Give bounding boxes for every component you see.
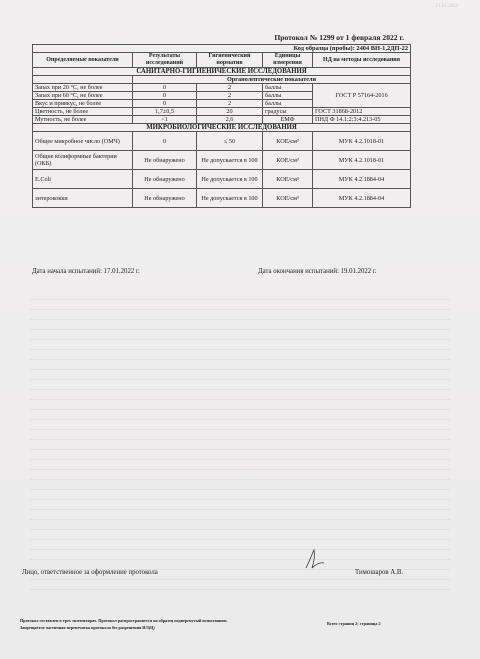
table-row: [33, 189, 411, 208]
footer-note: Запрещается частичная перепечатка протокола без разрешения ИЛ(Ц): [20, 625, 155, 630]
sample-code: Код образца (пробы): 2404 ВН-1,2ДП-22: [33, 45, 411, 53]
table-row: [33, 108, 411, 116]
method-value: МУК 4.2.1884-04: [313, 189, 411, 208]
result-value: <1: [133, 116, 197, 124]
norm-value: Не допускается в 100: [197, 170, 263, 189]
unit-value: ЕМФ: [263, 116, 313, 124]
section-title-micro: МИКРОБИОЛОГИЧЕСКИЕ ИССЛЕДОВАНИЯ: [33, 124, 411, 132]
result-value: 0: [133, 84, 197, 92]
ghost-page-number: 21.01.2022: [435, 4, 458, 9]
column-header: Единицы измерения: [263, 53, 313, 68]
norm-value: 2: [197, 92, 263, 100]
column-header: Гигиенический норматив: [197, 53, 263, 68]
responsible-person-name: Тимошаров А.В.: [355, 569, 404, 576]
table-row: [33, 132, 411, 151]
unit-value: баллы: [263, 84, 313, 92]
method-value: ГОСТ 31868-2012: [313, 108, 411, 116]
indicator-name: Вкус и привкус, не более: [33, 100, 133, 108]
table-row: [33, 84, 411, 92]
result-value: Не обнаружено: [133, 151, 197, 170]
table-row: [33, 170, 411, 189]
protocol-title: Протокол № 1299 от 1 февраля 2022 г.: [274, 33, 404, 42]
table-row: [33, 151, 411, 170]
column-header: Результаты исследований: [133, 53, 197, 68]
unit-value: градусы: [263, 108, 313, 116]
norm-value: 2,6: [197, 116, 263, 124]
unit-value: баллы: [263, 92, 313, 100]
responsible-person-label: Лицо, ответственное за оформление протокола: [22, 569, 158, 576]
indicator-name: Мутность, не более: [33, 116, 133, 124]
unit-value: КОЕ/см³: [263, 132, 313, 151]
table-row: [33, 116, 411, 124]
method-value: МУК 4.2.1018-01: [313, 151, 411, 170]
norm-value: Не допускается в 100: [197, 151, 263, 170]
section-title-sanitary: САНИТАРНО-ГИГИЕНИЧЕСКИЕ ИССЛЕДОВАНИЯ: [33, 68, 411, 76]
test-end-date: Дата окончания испытаний: 19.01.2022 г.: [258, 268, 377, 275]
norm-value: ≤ 50: [197, 132, 263, 151]
method-value: ГОСТ Р 57164-2016: [313, 84, 411, 108]
indicator-name: Цветность, не более: [33, 108, 133, 116]
signature-scribble-icon: [302, 546, 328, 572]
table-header-row: [33, 53, 411, 68]
method-value: МУК 4.2.1884-04: [313, 170, 411, 189]
norm-value: Не допускается в 100: [197, 189, 263, 208]
unit-value: КОЕ/см³: [263, 189, 313, 208]
result-value: Не обнаружено: [133, 170, 197, 189]
indicator-name: E.Coli: [33, 170, 133, 189]
bleed-through-text: [30, 290, 450, 610]
result-value: 0: [133, 132, 197, 151]
empty-cell: [33, 76, 133, 84]
sample-code-row: [33, 45, 411, 53]
norm-value: 20: [197, 108, 263, 116]
section-row: [33, 68, 411, 76]
unit-value: КОЕ/см³: [263, 151, 313, 170]
norm-value: 2: [197, 84, 263, 92]
indicator-name: Запах при 60 °С, не более: [33, 92, 133, 100]
results-table: [32, 44, 411, 208]
result-value: 0: [133, 92, 197, 100]
result-value: 1,7±0,5: [133, 108, 197, 116]
page-number: Всего страниц 2; страница 2: [327, 621, 381, 626]
norm-value: 2: [197, 100, 263, 108]
column-header: НД на методы исследования: [313, 53, 411, 68]
indicator-name: Общее микробное число (ОМЧ): [33, 132, 133, 151]
indicator-name: энтерококки: [33, 189, 133, 208]
indicator-name: Запах при 20 °С, не более: [33, 84, 133, 92]
result-value: 0: [133, 100, 197, 108]
column-header: Определяемые показатели: [33, 53, 133, 68]
subsection-title-organoleptic: Органолептические показатели: [133, 76, 411, 84]
result-value: Не обнаружено: [133, 189, 197, 208]
unit-value: КОЕ/см³: [263, 170, 313, 189]
method-value: ПНД Ф 14.1:2:3:4.213-05: [313, 116, 411, 124]
unit-value: баллы: [263, 100, 313, 108]
footer-note: Протокол составлен в трех экземплярах. Протокол распространяется на образец подвергнутый испытаниям.: [20, 618, 228, 623]
indicator-name: Общие колиформные бактерии (ОКБ): [33, 151, 133, 170]
test-start-date: Дата начала испытаний: 17.01.2022 г.: [32, 268, 140, 275]
subsection-row: [33, 76, 411, 84]
method-value: МУК 4.2.1018-01: [313, 132, 411, 151]
section-row: [33, 124, 411, 132]
